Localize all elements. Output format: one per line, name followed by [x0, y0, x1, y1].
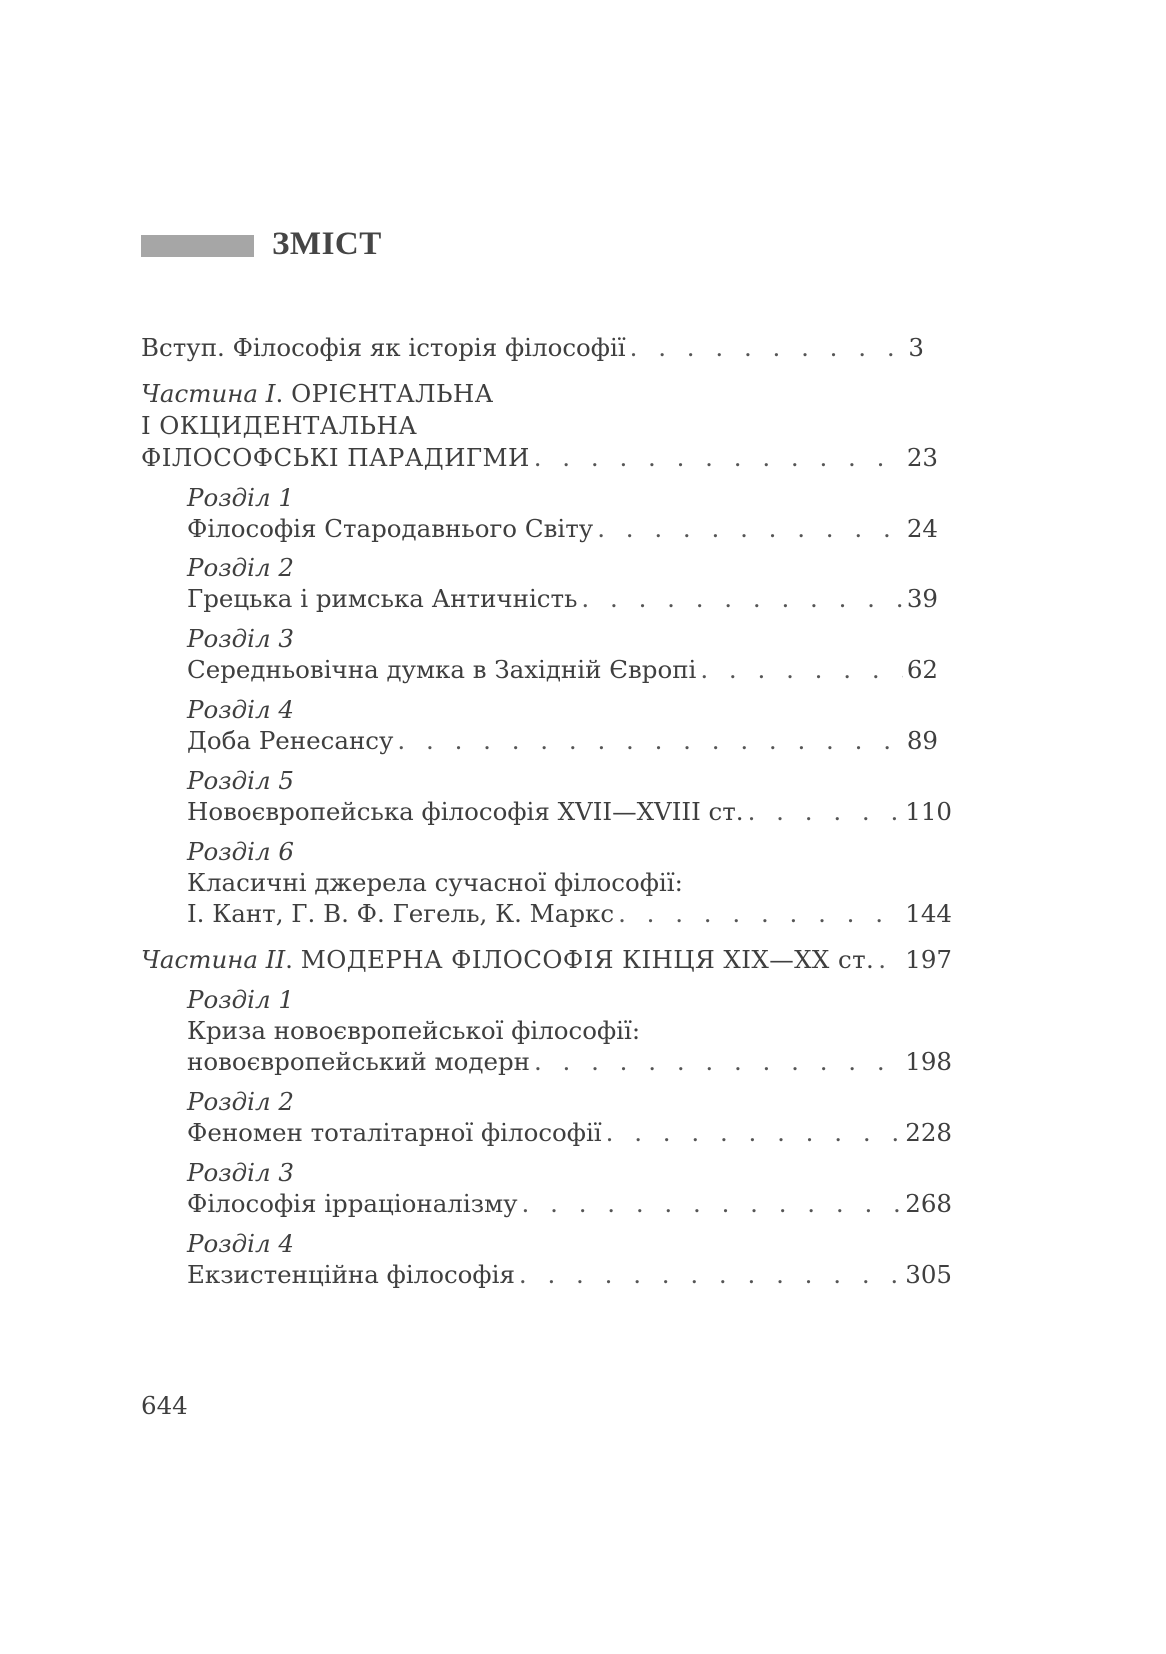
section-label: Розділ 4 — [187, 1229, 294, 1258]
dot-leader — [534, 1046, 901, 1078]
dot-leader — [519, 1259, 901, 1291]
toc-entry-title: І. Кант, Г. В. Ф. Гегель, К. Маркс — [187, 899, 615, 928]
page-number: 644 — [141, 1391, 188, 1420]
toc-entry-title: Філософія ірраціоналізму — [187, 1189, 518, 1218]
toc-entry-title-line1: Криза новоєвропейської філософії: — [187, 1016, 641, 1045]
section-label: Розділ 5 — [187, 766, 294, 795]
toc-entry-title: Вступ. Філософія як історія філософії — [141, 333, 626, 362]
dot-leader — [606, 1117, 902, 1149]
toc-entry-section[interactable] — [187, 583, 938, 615]
section-label: Розділ 1 — [187, 985, 294, 1014]
toc-entry-page: 62 — [906, 655, 938, 684]
dot-leader — [522, 1188, 902, 1220]
toc-entry-section[interactable] — [187, 796, 952, 828]
toc-entry-page: 110 — [905, 797, 952, 826]
toc-entry-title: Новоєвропейська філософія XVII—XVIII ст. — [187, 797, 744, 826]
toc-entry-title: Середньовічна думка в Західній Європі — [187, 655, 697, 684]
dot-leader — [581, 583, 902, 615]
toc-entry-title: Грецька і римська Античність — [187, 584, 578, 613]
toc-entry-page: 198 — [905, 1047, 952, 1076]
toc-entry-title: Екзистенційна філософія — [187, 1260, 515, 1289]
section-label: Розділ 2 — [187, 1087, 294, 1116]
dot-leader — [618, 898, 901, 930]
toc-entry-page: 197 — [905, 945, 952, 974]
dot-leader — [748, 796, 902, 828]
dot-leader — [597, 513, 903, 545]
dot-leader — [700, 654, 902, 686]
part1-heading-line1 — [141, 378, 494, 410]
section-label: Розділ 6 — [187, 837, 294, 866]
part1-title-line1: ОРІЄНТАЛЬНА — [291, 379, 494, 408]
part1-title-line3: ФІЛОСОФСЬКІ ПАРАДИГМИ — [141, 443, 530, 472]
section-label: Розділ 4 — [187, 695, 294, 724]
dot-leader — [878, 944, 901, 976]
toc-entry-section[interactable] — [187, 1259, 952, 1291]
toc-entry-page: 144 — [905, 899, 952, 928]
toc-entry-title: Філософія Стародавнього Світу — [187, 514, 594, 543]
toc-entry-section[interactable] — [187, 725, 938, 757]
part1-label-separator: . — [275, 379, 292, 408]
toc-entry-page: 228 — [905, 1118, 952, 1147]
toc-entry-section[interactable] — [187, 1188, 952, 1220]
section-label: Розділ 3 — [187, 624, 294, 653]
page-title: ЗМІСТ — [272, 226, 382, 262]
toc-entry-title-line1: Класичні джерела сучасної філософії: — [187, 868, 683, 897]
toc-entry-section[interactable] — [187, 898, 952, 930]
toc-entry-part1[interactable] — [141, 442, 938, 474]
toc-entry-page: 23 — [906, 443, 938, 472]
toc-entry-title: Феномен тоталітарної філософії — [187, 1118, 602, 1147]
part2-title: МОДЕРНА ФІЛОСОФІЯ КІНЦЯ XIX—XX ст. — [300, 945, 875, 974]
dot-leader — [397, 725, 902, 757]
toc-entry-section[interactable] — [187, 654, 938, 686]
toc-entry-section[interactable] — [187, 513, 938, 545]
toc-entry-page: 89 — [906, 726, 938, 755]
heading-decor-bar — [141, 235, 254, 257]
toc-entry-intro[interactable] — [141, 332, 924, 364]
toc-entry-title: Доба Ренесансу — [187, 726, 394, 755]
section-label: Розділ 1 — [187, 483, 294, 512]
dot-leader — [534, 442, 903, 474]
part2-label-separator: . — [285, 945, 301, 974]
toc-entry-part2[interactable] — [141, 944, 952, 976]
part1-title-line2: І ОКЦИДЕНТАЛЬНА — [141, 411, 418, 440]
dot-leader — [630, 332, 905, 364]
toc-entry-page: 268 — [905, 1189, 952, 1218]
part1-label: Частина I — [141, 379, 276, 408]
toc-entry-page: 39 — [906, 584, 938, 613]
section-label: Розділ 2 — [187, 553, 294, 582]
toc-entry-page: 24 — [906, 514, 938, 543]
part2-label: Частина II — [141, 945, 286, 974]
toc-entry-page: 305 — [905, 1260, 952, 1289]
toc-entry-page: 3 — [908, 333, 924, 362]
toc-entry-section[interactable] — [187, 1046, 952, 1078]
section-label: Розділ 3 — [187, 1158, 294, 1187]
toc-entry-title: новоєвропейський модерн — [187, 1047, 530, 1076]
toc-entry-section[interactable] — [187, 1117, 952, 1149]
